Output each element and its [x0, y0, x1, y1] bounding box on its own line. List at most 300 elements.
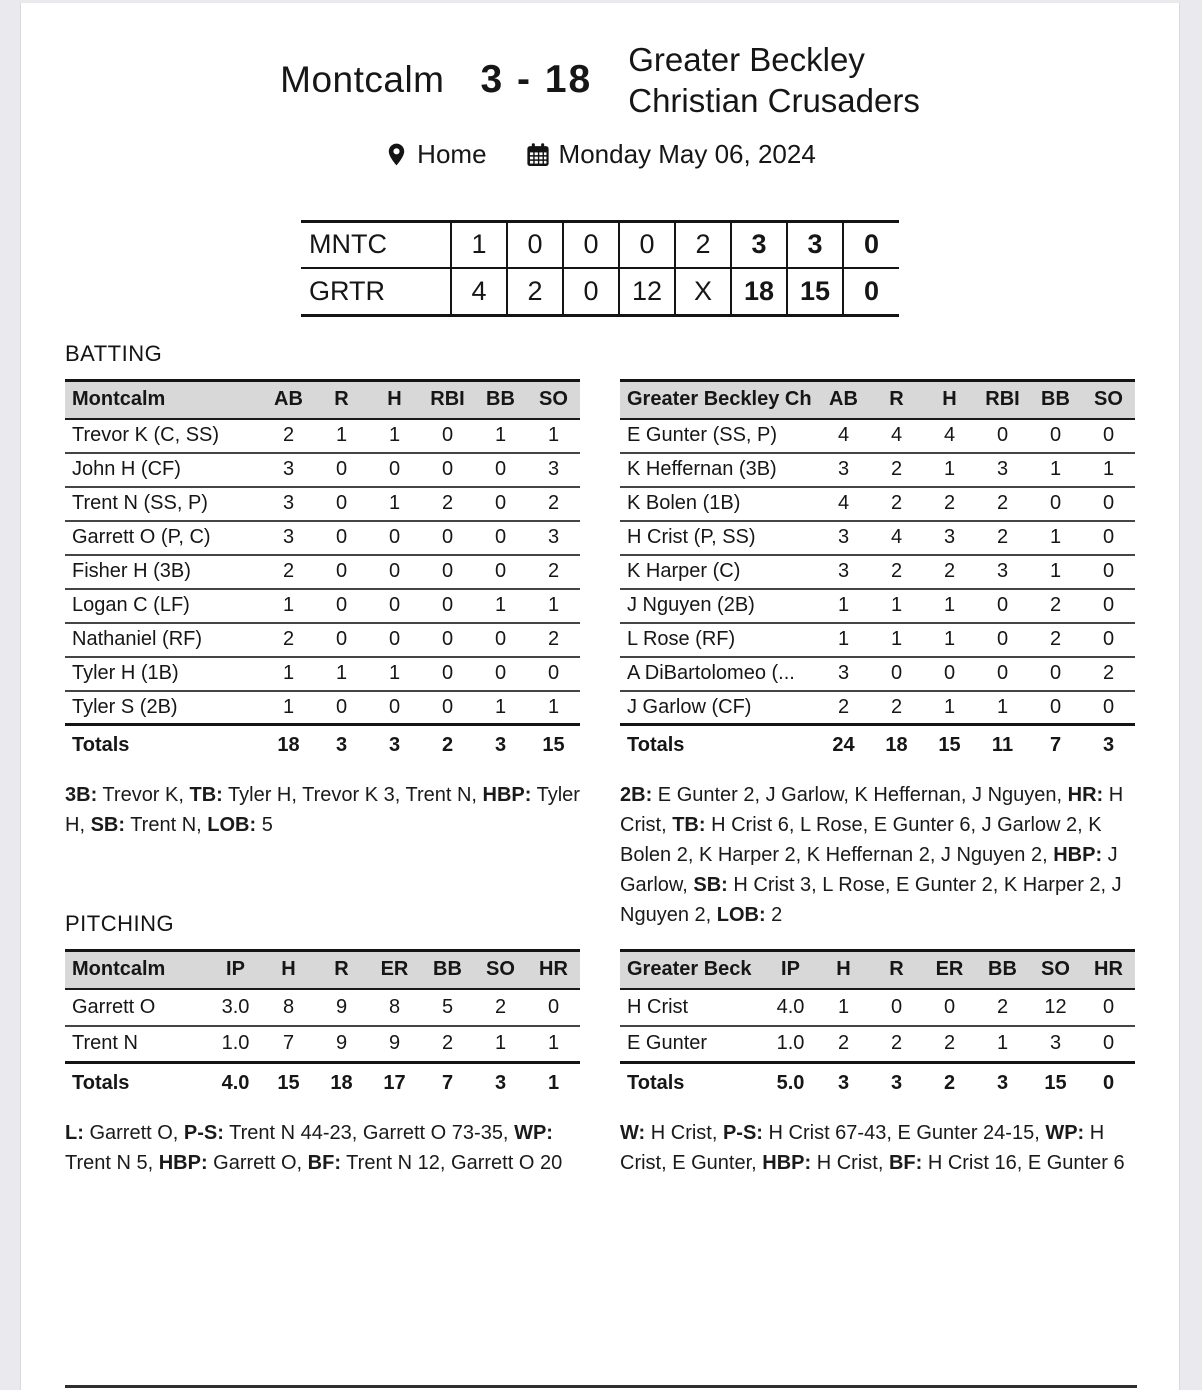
cell: X: [675, 268, 731, 315]
column-header: SO: [474, 951, 527, 989]
cell: 0: [619, 221, 675, 268]
cell: 1: [474, 589, 527, 623]
totals-cell: 2: [923, 1063, 976, 1103]
cell: Trent N: [72, 1032, 138, 1055]
cell: 0: [474, 555, 527, 589]
cell: 2: [527, 555, 580, 589]
batter-row: [65, 657, 580, 691]
cell: 0: [923, 989, 976, 1026]
cell: 0: [1102, 1032, 1115, 1055]
cell: 0: [563, 221, 619, 268]
cell: 2: [837, 1032, 850, 1055]
totals-cell: 7: [1029, 725, 1082, 765]
column-header: IP: [764, 951, 817, 989]
calendar-icon: [525, 142, 551, 168]
cell: 1: [527, 419, 580, 453]
batting-totals-row: [65, 725, 580, 765]
cell: 9: [335, 1032, 348, 1055]
cell: 3: [817, 453, 870, 487]
cell: 7: [282, 1032, 295, 1055]
cell: J Garlow (CF): [627, 695, 752, 718]
linescore-row: [301, 268, 899, 315]
cell: 1.0: [776, 1032, 805, 1055]
cell: 1: [1029, 453, 1082, 487]
pitching-home-column: [620, 949, 1135, 1178]
cell: 1: [368, 419, 421, 453]
cell: 0: [315, 453, 368, 487]
batter-row: [65, 623, 580, 657]
cell: 3: [923, 521, 976, 555]
cell: 4: [870, 419, 923, 453]
totals-cell: 2: [421, 725, 474, 765]
pitching-header-row: [620, 951, 1135, 989]
column-header: Montcalm: [65, 951, 209, 989]
totals-cell: 15: [262, 1063, 315, 1103]
cell: Trevor K (C, SS): [65, 419, 262, 453]
cell: 0: [368, 521, 421, 555]
cell: 0: [368, 555, 421, 589]
cell: 18: [731, 268, 787, 315]
cell: H Crist (P, SS): [620, 521, 817, 555]
pitching-away-column: [65, 949, 580, 1178]
cell: 2: [1082, 657, 1135, 691]
batting-away-column: [65, 379, 580, 930]
cell: 1: [817, 589, 870, 623]
cell: 2: [943, 1032, 956, 1055]
cell: 1: [1029, 555, 1082, 589]
cell: K Heffernan (3B): [620, 453, 817, 487]
cell: 0: [1082, 521, 1135, 555]
home-team-line2: Christian Crusaders: [628, 82, 920, 119]
batting-header-row: [65, 381, 580, 419]
cell: 2: [527, 487, 580, 521]
cell: 3: [817, 521, 870, 555]
cell: 4: [870, 521, 923, 555]
totals-cell: 5.0: [764, 1063, 817, 1103]
cell: 1: [870, 589, 923, 623]
linescore-corner: [301, 183, 451, 221]
location-label: Home: [417, 139, 487, 169]
home-team-name: [628, 39, 920, 121]
cell: 5: [421, 989, 474, 1026]
batter-row: [620, 691, 1135, 725]
cell: 0: [1049, 695, 1062, 718]
cell: 2: [837, 695, 850, 718]
cell: 2: [262, 419, 315, 453]
cell: 4: [451, 268, 507, 315]
batter-row: [65, 453, 580, 487]
cell: K Bolen (1B): [620, 487, 817, 521]
batter-row: [620, 419, 1135, 453]
cell: 0: [421, 521, 474, 555]
document-page: [20, 3, 1180, 1390]
totals-cell: 0: [1082, 1063, 1135, 1103]
cell: 0: [388, 695, 401, 718]
cell: 0: [527, 989, 580, 1026]
cell: 3: [262, 487, 315, 521]
totals-cell: 18: [262, 725, 315, 765]
totals-cell: 15: [527, 725, 580, 765]
cell: John H (CF): [65, 453, 262, 487]
cell: 0: [507, 221, 563, 268]
column-header: AB: [817, 381, 870, 419]
cell: 0: [976, 589, 1029, 623]
home-team-line1: Greater Beckley: [628, 41, 865, 78]
column-header: BB: [976, 951, 1029, 989]
totals-cell: 15: [1029, 1063, 1082, 1103]
cell: 1: [315, 657, 368, 691]
column-header: BB: [421, 951, 474, 989]
batting-section-title: BATTING: [65, 341, 163, 366]
cell: 0: [843, 221, 899, 268]
batting-table-montcalm: [65, 379, 580, 765]
totals-cell: 1: [527, 1063, 580, 1103]
cell: 0: [1082, 589, 1135, 623]
cell: 0: [976, 419, 1029, 453]
cell: 1: [996, 695, 1009, 718]
batter-row: [65, 419, 580, 453]
cell: 15: [787, 268, 843, 315]
cell: 1: [1029, 521, 1082, 555]
cell: 1: [315, 419, 368, 453]
cell: 0: [843, 268, 899, 315]
cell: Garrett O: [65, 989, 209, 1026]
totals-cell: 3: [474, 1063, 527, 1103]
column-header: HR: [527, 951, 580, 989]
cell: 1: [817, 989, 870, 1026]
cell: 2: [870, 487, 923, 521]
cell: 0: [474, 623, 527, 657]
cell: 0: [421, 623, 474, 657]
batting-totals-row: [620, 725, 1135, 765]
cell: 0: [870, 989, 923, 1026]
batter-row: [65, 589, 580, 623]
cell: 2: [527, 623, 580, 657]
cell: 2: [923, 555, 976, 589]
cell: 2: [675, 221, 731, 268]
totals-cell: 3: [976, 1063, 1029, 1103]
cell: H Crist: [620, 989, 764, 1026]
cell: 0: [335, 695, 348, 718]
cell: 2: [441, 1032, 454, 1055]
cell: 0: [527, 657, 580, 691]
pitcher-row: [65, 989, 580, 1026]
cell: 1: [943, 695, 956, 718]
cell: 0: [474, 487, 527, 521]
cell: A DiBartolomeo (...: [620, 657, 817, 691]
cell: J Nguyen (2B): [620, 589, 817, 623]
cell: E Gunter: [627, 1032, 708, 1055]
cell: 1: [923, 453, 976, 487]
cell: 1: [547, 1032, 560, 1055]
cell: 0: [474, 521, 527, 555]
cell: 0: [368, 623, 421, 657]
totals-cell: 24: [817, 725, 870, 765]
batter-row: [620, 589, 1135, 623]
date-label: Monday May 06, 2024: [558, 139, 816, 169]
column-header: Greater Beckley Ch: [620, 381, 817, 419]
cell: 1: [262, 589, 315, 623]
cell: 2: [1029, 589, 1082, 623]
pitcher-row: [620, 1026, 1135, 1063]
cell: Nathaniel (RF): [65, 623, 262, 657]
column-header: R: [315, 951, 368, 989]
cell: 0: [1082, 989, 1135, 1026]
next-section-divider: [65, 1385, 1137, 1388]
linescore-table: [301, 183, 899, 317]
cell: 4: [817, 487, 870, 521]
cell: 0: [1082, 487, 1135, 521]
pitching-header-row: [65, 951, 580, 989]
cell: Tyler H (1B): [65, 657, 262, 691]
batting-table-beckley: [620, 379, 1135, 765]
cell: 3: [262, 521, 315, 555]
batting-section: [65, 341, 1135, 930]
cell: 1: [282, 695, 295, 718]
cell: 3: [976, 453, 1029, 487]
cell: 0: [923, 657, 976, 691]
totals-cell: 3: [817, 1063, 870, 1103]
batter-row: [620, 453, 1135, 487]
cell: 0: [870, 657, 923, 691]
cell: 9: [388, 1032, 401, 1055]
batting-header-row: [620, 381, 1135, 419]
cell: 3: [262, 453, 315, 487]
cell: 0: [421, 555, 474, 589]
column-header: SO: [1082, 381, 1135, 419]
cell: 3: [731, 221, 787, 268]
cell: K Harper (C): [620, 555, 817, 589]
cell: Logan C (LF): [65, 589, 262, 623]
cell: 1: [368, 487, 421, 521]
cell: 0: [368, 589, 421, 623]
cell: 2: [507, 268, 563, 315]
batter-row: [620, 657, 1135, 691]
pitcher-row: [65, 1026, 580, 1063]
cell: 4: [923, 419, 976, 453]
totals-cell: 15: [923, 725, 976, 765]
cell: 2: [976, 989, 1029, 1026]
cell: 0: [1082, 419, 1135, 453]
column-header: H: [368, 381, 421, 419]
column-header: H: [817, 951, 870, 989]
pitching-table-montcalm: [65, 949, 580, 1103]
batter-row: [620, 555, 1135, 589]
cell: MNTC: [301, 221, 451, 268]
cell: 0: [421, 419, 474, 453]
totals-cell: 18: [870, 725, 923, 765]
totals-cell: 11: [976, 725, 1029, 765]
totals-cell: 18: [315, 1063, 368, 1103]
totals-cell: 3: [474, 725, 527, 765]
game-date: [525, 139, 816, 170]
cell: 0: [1102, 695, 1115, 718]
cell: 4: [817, 419, 870, 453]
game-meta-row: [21, 139, 1179, 170]
scoreboard-header: [21, 39, 1179, 121]
cell: 0: [976, 623, 1029, 657]
cell: GRTR: [301, 268, 451, 315]
cell: Garrett O (P, C): [65, 521, 262, 555]
column-header: IP: [209, 951, 262, 989]
cell: 1: [547, 695, 560, 718]
column-header: RBI: [976, 381, 1029, 419]
totals-cell: 7: [421, 1063, 474, 1103]
game-score: 3 - 18: [480, 58, 593, 101]
cell: 0: [474, 453, 527, 487]
column-header: SO: [527, 381, 580, 419]
column-header: RBI: [421, 381, 474, 419]
totals-cell: Totals: [620, 725, 817, 765]
column-header: R: [870, 951, 923, 989]
cell: 0: [976, 657, 1029, 691]
cell: 3: [527, 521, 580, 555]
pitching-table-beckley: [620, 949, 1135, 1103]
column-header: AB: [262, 381, 315, 419]
cell: Trent N (SS, P): [65, 487, 262, 521]
cell: 2: [976, 521, 1029, 555]
cell: 0: [315, 521, 368, 555]
column-header: ER: [923, 951, 976, 989]
totals-cell: 3: [870, 1063, 923, 1103]
cell: 1: [923, 589, 976, 623]
totals-cell: 3: [315, 725, 368, 765]
column-header: Montcalm: [65, 381, 262, 419]
cell: 0: [441, 695, 454, 718]
cell: 2: [421, 487, 474, 521]
batting-notes-montcalm: 3B: Trevor K, TB: Tyler H, Trevor K 3, Trent N, HBP: Tyler H, SB: Trent N, LOB: 5: [65, 783, 580, 836]
cell: 2: [262, 555, 315, 589]
totals-cell: 3: [1082, 725, 1135, 765]
cell: 0: [315, 589, 368, 623]
pitching-section: [65, 911, 1135, 1178]
cell: 2: [870, 453, 923, 487]
cell: 2: [923, 487, 976, 521]
game-location: [384, 139, 486, 170]
cell: 12: [1029, 989, 1082, 1026]
cell: E Gunter (SS, P): [620, 419, 817, 453]
cell: 2: [474, 989, 527, 1026]
cell: 0: [1082, 623, 1135, 657]
totals-cell: 4.0: [209, 1063, 262, 1103]
cell: 0: [315, 623, 368, 657]
batter-row: [620, 521, 1135, 555]
cell: 1: [262, 657, 315, 691]
cell: 1: [474, 419, 527, 453]
pitcher-row: [620, 989, 1135, 1026]
cell: 1: [494, 1032, 507, 1055]
cell: 0: [315, 487, 368, 521]
column-header: R: [315, 381, 368, 419]
column-header: ER: [368, 951, 421, 989]
cell: 2: [262, 623, 315, 657]
batter-row: [65, 691, 580, 725]
column-header: HR: [1082, 951, 1135, 989]
column-header: BB: [474, 381, 527, 419]
cell: 2: [870, 555, 923, 589]
linescore-container: [21, 183, 1179, 317]
pitching-notes-beckley: W: H Crist, P-S: H Crist 67-43, E Gunter 24-15, WP: H Crist, E Gunter, HBP: H Crist, BF: H Crist 16, E Gunter 6: [620, 1121, 1125, 1174]
cell: 0: [1082, 555, 1135, 589]
cell: 9: [315, 989, 368, 1026]
cell: Tyler S (2B): [72, 695, 178, 718]
batting-home-column: [620, 379, 1135, 930]
cell: 1: [527, 589, 580, 623]
cell: 3: [976, 555, 1029, 589]
batting-notes-beckley: 2B: E Gunter 2, J Garlow, K Heffernan, J Nguyen, HR: H Crist, TB: H Crist 6, L Rose, E Gunter 6, J Garlow 2, K Bolen 2, K Harper 2, K Heffernan 2, J Nguyen 2, HBP: J Garlow, SB: H Crist 3, L Rose, E Gunter 2, K Harper 2, J Nguyen 2, LOB: 2: [620, 783, 1124, 926]
cell: 0: [1029, 487, 1082, 521]
totals-cell: 17: [368, 1063, 421, 1103]
batter-row: [65, 521, 580, 555]
cell: 3: [527, 453, 580, 487]
cell: 0: [421, 589, 474, 623]
cell: 1: [817, 623, 870, 657]
batter-row: [620, 487, 1135, 521]
cell: 3: [817, 555, 870, 589]
cell: 1: [996, 1032, 1009, 1055]
cell: 1: [451, 221, 507, 268]
cell: 1: [870, 623, 923, 657]
column-header: SO: [1029, 951, 1082, 989]
cell: 1: [368, 657, 421, 691]
cell: 8: [262, 989, 315, 1026]
cell: 1: [1082, 453, 1135, 487]
cell: 1: [923, 623, 976, 657]
batter-row: [65, 555, 580, 589]
cell: 4.0: [764, 989, 817, 1026]
pitching-notes-montcalm: L: Garrett O, P-S: Trent N 44-23, Garrett O 73-35, WP: Trent N 5, HBP: Garrett O, BF: Trent N 12, Garrett O 20: [65, 1121, 563, 1174]
totals-cell: Totals: [620, 1063, 764, 1103]
cell: 3: [1049, 1032, 1062, 1055]
column-header: H: [923, 381, 976, 419]
pitching-section-title: PITCHING: [65, 911, 175, 936]
cell: 2: [890, 1032, 903, 1055]
batter-row: [65, 487, 580, 521]
cell: 0: [563, 268, 619, 315]
cell: 3.0: [209, 989, 262, 1026]
cell: 0: [421, 657, 474, 691]
totals-cell: Totals: [65, 725, 262, 765]
pitching-totals-row: [65, 1063, 580, 1103]
cell: Fisher H (3B): [65, 555, 262, 589]
totals-cell: Totals: [65, 1063, 209, 1103]
cell: 2: [890, 695, 903, 718]
cell: 2: [976, 487, 1029, 521]
cell: 0: [474, 657, 527, 691]
cell: 1.0: [221, 1032, 250, 1055]
column-header: H: [262, 951, 315, 989]
pitching-totals-row: [620, 1063, 1135, 1103]
totals-cell: 3: [368, 725, 421, 765]
column-header: R: [870, 381, 923, 419]
column-header: BB: [1029, 381, 1082, 419]
cell: L Rose (RF): [620, 623, 817, 657]
location-pin-icon: [384, 142, 409, 167]
batter-row: [620, 623, 1135, 657]
cell: 0: [421, 453, 474, 487]
cell: 12: [619, 268, 675, 315]
cell: 1: [494, 695, 507, 718]
linescore-header-row: [301, 183, 899, 221]
cell: 0: [1029, 657, 1082, 691]
column-header: Greater Beck: [620, 951, 764, 989]
linescore-row: [301, 221, 899, 268]
cell: 2: [1029, 623, 1082, 657]
cell: 3: [817, 657, 870, 691]
cell: 0: [315, 555, 368, 589]
cell: 0: [368, 453, 421, 487]
cell: 3: [787, 221, 843, 268]
